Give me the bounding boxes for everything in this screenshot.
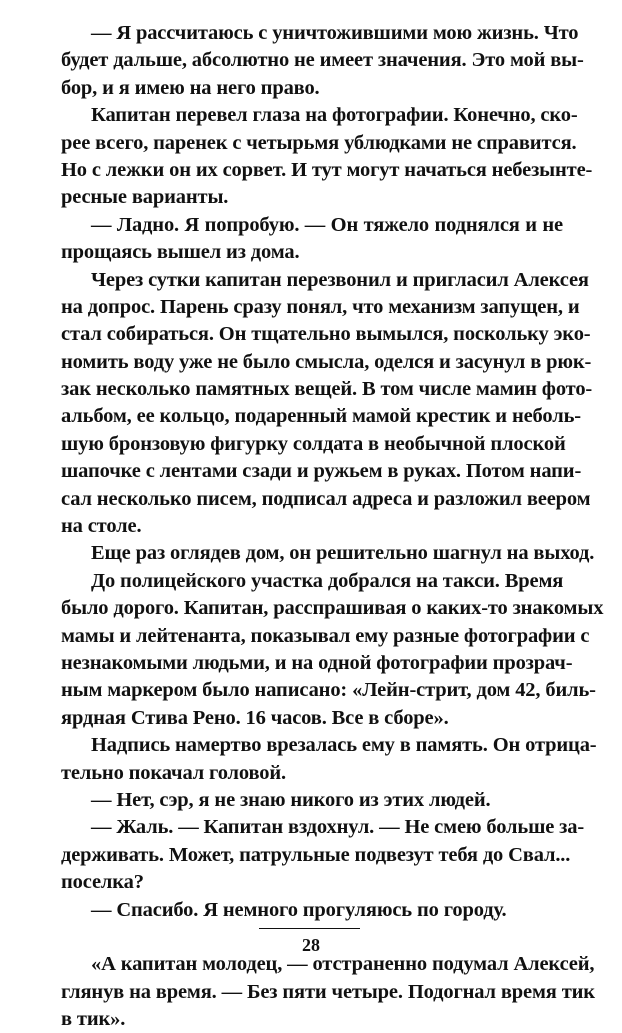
text-line: рее всего, паренек с четырьмя ублюдками не справится.: [61, 131, 577, 154]
paragraph-10: [61, 897, 563, 924]
text-line: в тик».: [61, 1008, 126, 1031]
text-line: мамы и лейтенанта, показывал ему разные фотографии с: [61, 624, 590, 647]
text-line: шую бронзовую фигурку солдата в необычной плоской: [61, 432, 566, 455]
text-line: держивать. Может, патрульные подвезут тебя до Свал...: [61, 843, 571, 866]
paragraph-3: [61, 212, 563, 267]
text-line: До полицейского участка добрался на такси. Время: [91, 569, 564, 592]
text-line: «А капитан молодец, — отстраненно подумал Алексей,: [91, 953, 595, 976]
text-line: Еще раз оглядев дом, он решительно шагнул на выход.: [91, 542, 595, 565]
text-line: ярдная Стива Рено. 16 часов. Все в сборе».: [61, 706, 449, 729]
text-line: стал собираться. Он тщательно вымылся, поскольку эко-: [61, 323, 591, 346]
paragraph-1: [61, 20, 584, 102]
text-line: Надпись намертво врезалась ему в память. Он отрица-: [91, 734, 597, 757]
paragraph-4: [61, 267, 593, 541]
text-line: — Спасибо. Я немного прогуляюсь по городу.: [91, 898, 507, 921]
paragraph-9: [61, 814, 585, 896]
page-number: 28: [302, 935, 320, 955]
text-line: тельно покачал головой.: [61, 761, 286, 784]
text-line: на столе.: [61, 515, 142, 538]
paragraph-11: [61, 951, 595, 1033]
text-line: — Я рассчитаюсь с уничтожившими мою жизнь. Что: [91, 22, 579, 44]
text-line: альбом, ее кольцо, подаренный мамой крестик и неболь-: [61, 405, 581, 428]
text-line: сал несколько писем, подписал адреса и разложил веером: [61, 487, 591, 510]
paragraph-2: [61, 102, 593, 212]
text-line: шапочке с лентами сзади и ружьем в руках. Потом напи-: [61, 460, 582, 483]
text-line: Через сутки капитан перезвонил и пригласил Алексея: [91, 268, 589, 291]
text-line: бор, и я имею на него право.: [61, 76, 320, 99]
text-line: было дорого. Капитан, расспрашивая о каких-то знакомых: [61, 597, 604, 620]
paragraph-8: [61, 787, 563, 814]
text-line: — Жаль. — Капитан вздохнул. — Не смею больше за-: [91, 816, 585, 839]
text-line: ным маркером было написано: «Лейн-стрит, дом 42, биль-: [61, 679, 596, 702]
text-line: — Нет, сэр, я не знаю никого из этих людей.: [91, 788, 491, 811]
paragraph-5: [61, 540, 595, 567]
text-line: Но с лежки он их сорвет. И тут могут начаться небезынте-: [61, 158, 593, 181]
text-line: поселка?: [61, 871, 144, 894]
text-line: — Ладно. Я попробую. — Он тяжело поднялся и не: [91, 213, 563, 236]
text-line: ресные варианты.: [61, 186, 229, 209]
text-line: незнакомыми людьми, и на одной фотографии прозрач-: [61, 651, 573, 674]
text-line: прощаясь вышел из дома.: [61, 241, 300, 264]
footer-divider: [259, 928, 360, 929]
paragraph-6: [61, 568, 604, 732]
text-line: номить воду уже не было смысла, оделся и засунул в рюк-: [61, 350, 592, 373]
book-page-text: [61, 20, 604, 1033]
text-line: глянув на время. — Без пяти четыре. Подогнал время тик: [61, 980, 595, 1003]
paragraph-7: [61, 732, 597, 787]
text-line: будет дальше, абсолютно не имеет значения. Это мой вы-: [61, 49, 584, 72]
text-line: на допрос. Парень сразу понял, что механизм запущен, и: [61, 295, 580, 318]
text-line: зак несколько памятных вещей. В том числе мамин фото-: [61, 378, 593, 401]
text-line: Капитан перевел глаза на фотографии. Конечно, ско-: [91, 104, 578, 127]
